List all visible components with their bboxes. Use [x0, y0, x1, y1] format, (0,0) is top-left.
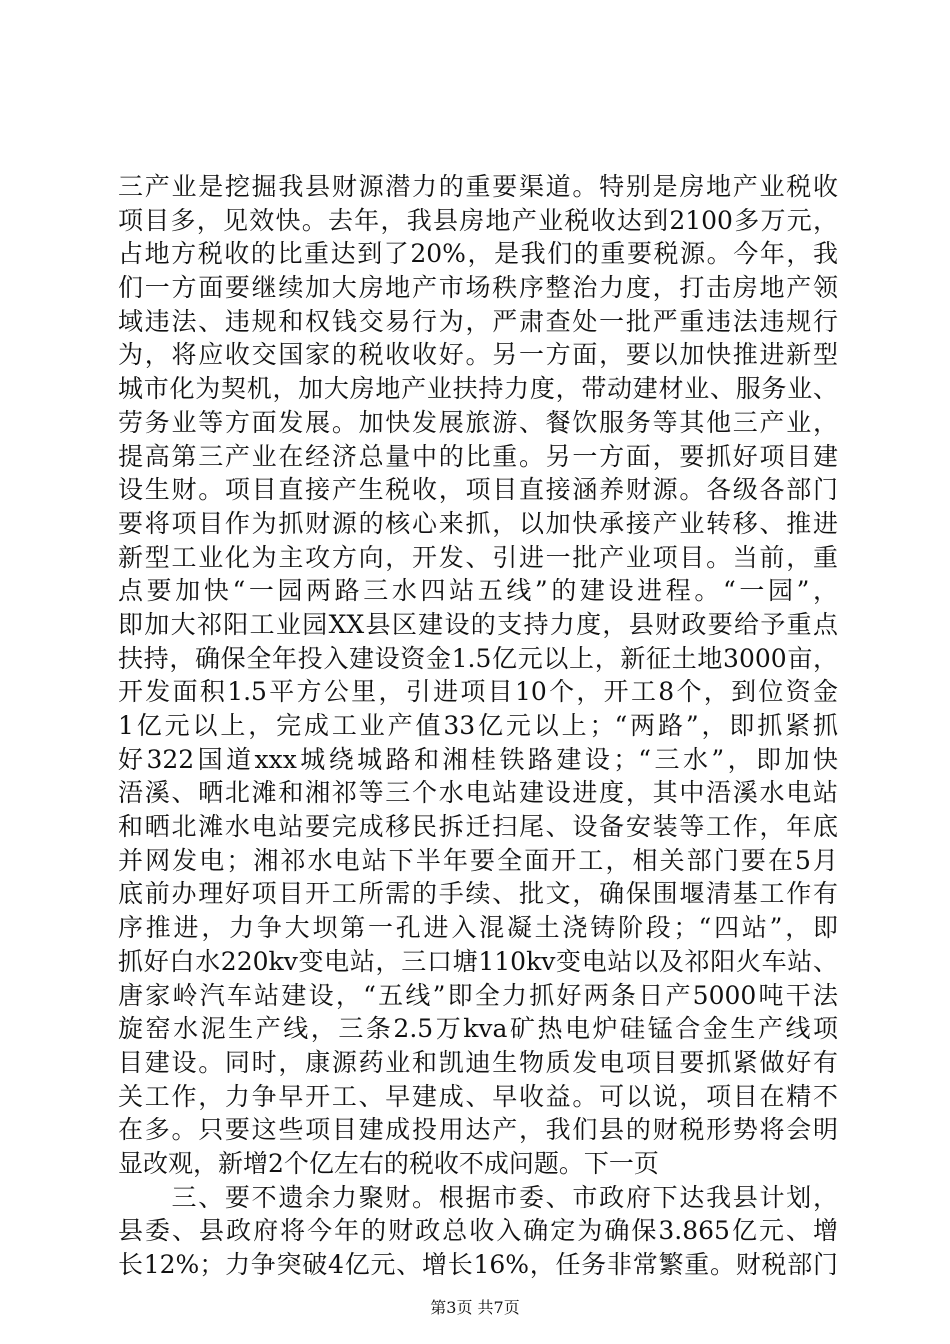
text-line: 设生财。项目直接产生税收，项目直接涵养财源。各级各部门	[118, 475, 838, 505]
text-line: 占地方税收的比重达到了20%，是我们的重要税源。今年，我	[118, 239, 838, 269]
text-line: 点要加快“一园两路三水四站五线”的建设进程。“一园”，	[118, 576, 838, 606]
body-text	[118, 170, 838, 1282]
text-line: 唐家岭汽车站建设，“五线”即全力抓好两条日产5000吨干法	[118, 980, 838, 1010]
text-line: 域违法、违规和权钱交易行为，严肃查处一批严重违法违规行	[118, 306, 838, 336]
text-line: 项目多，见效快。去年，我县房地产业税收达到2100多万元，	[118, 205, 838, 235]
text-line: 为，将应收交国家的税收收好。另一方面，要以加快推进新型	[118, 340, 838, 370]
text-line: 三、要不遗余力聚财。根据市委、市政府下达我县计划，	[118, 1182, 838, 1212]
page-footer: 第3页 共7页	[430, 1298, 520, 1317]
text-line: 提高第三产业在经济总量中的比重。另一方面，要抓好项目建	[118, 441, 838, 471]
text-line: 显改观，新增2个亿左右的税收不成问题。下一页	[118, 1148, 659, 1178]
text-line: 目建设。同时，康源药业和凯迪生物质发电项目要抓紧做好有	[118, 1047, 838, 1077]
text-line: 抓好白水220kv变电站，三口塘110kv变电站以及祁阳火车站、	[118, 946, 838, 976]
text-line: 底前办理好项目开工所需的手续、批文，确保围堰清基工作有	[118, 879, 838, 909]
text-line: 浯溪、晒北滩和湘祁等三个水电站建设进度，其中浯溪水电站	[118, 778, 838, 808]
text-line: 旋窑水泥生产线，三条2.5万kva矿热电炉硅锰合金生产线项	[118, 1014, 838, 1044]
text-line: 长12%；力争突破4亿元、增长16%，任务非常繁重。财税部门	[118, 1250, 838, 1279]
text-line: 城市化为契机，加大房地产业扶持力度，带动建材业、服务业、	[118, 374, 838, 404]
text-line: 好322国道xxx城绕城路和湘桂铁路建设；“三水”，即加快	[118, 744, 838, 774]
text-line: 扶持，确保全年投入建设资金1.5亿元以上，新征土地3000亩，	[118, 643, 838, 673]
text-line: 在多。只要这些项目建成投用达产，我们县的财税形势将会明	[118, 1115, 838, 1145]
text-line: 序推进，力争大坝第一孔进入混凝土浇铸阶段；“四站”，即	[118, 913, 838, 943]
text-line: 县委、县政府将今年的财政总收入确定为确保3.865亿元、增	[118, 1216, 838, 1246]
text-line: 即加大祁阳工业园XX县区建设的支持力度，县财政要给予重点	[118, 609, 838, 639]
text-line: 要将项目作为抓财源的核心来抓，以加快承接产业转移、推进	[118, 508, 838, 538]
text-line: 关工作，力争早开工、早建成、早收益。可以说，项目在精不	[118, 1081, 838, 1111]
text-line: 和晒北滩水电站要完成移民拆迁扫尾、设备安装等工作，年底	[118, 812, 838, 842]
text-line: 三产业是挖掘我县财源潜力的重要渠道。特别是房地产业税收	[118, 172, 838, 201]
text-line: 新型工业化为主攻方向，开发、引进一批产业项目。当前，重	[118, 542, 838, 572]
text-line: 并网发电；湘祁水电站下半年要全面开工，相关部门要在5月	[118, 845, 838, 875]
text-line: 开发面积1.5平方公里，引进项目10个，开工8个，到位资金	[118, 677, 838, 707]
text-line: 们一方面要继续加大房地产市场秩序整治力度，打击房地产领	[118, 273, 838, 303]
text-line: 劳务业等方面发展。加快发展旅游、餐饮服务等其他三产业，	[118, 407, 838, 437]
text-line: 1亿元以上，完成工业产值33亿元以上；“两路”，即抓紧抓	[118, 711, 838, 740]
